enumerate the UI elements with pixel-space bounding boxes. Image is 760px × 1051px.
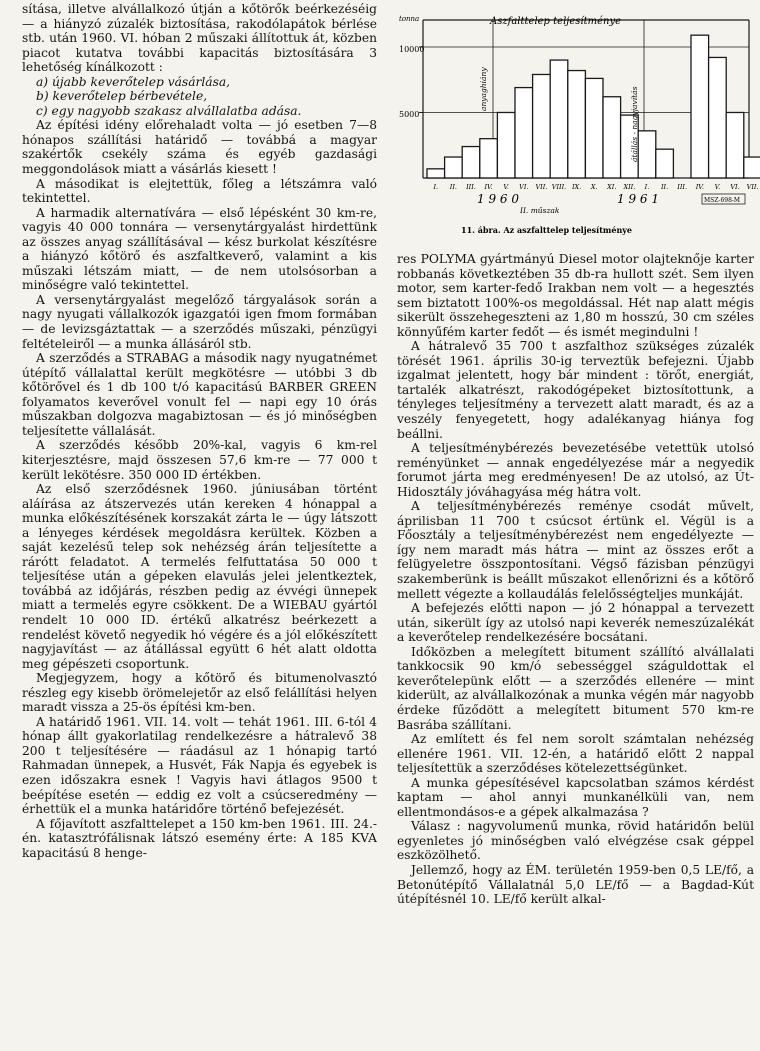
paragraph: c) egy nagyobb szakasz alvállalatba adása.	[36, 103, 302, 118]
x-tick-label: XII.	[623, 183, 636, 191]
x-tick-label: V.	[714, 183, 721, 191]
bar-4	[480, 139, 498, 178]
year-label-1961: 1 9 6 1	[617, 192, 659, 206]
year-label-1960: 1 9 6 0	[477, 192, 519, 206]
bar-14	[656, 149, 674, 178]
paragraph: Időközben a melegített bitument szállító alvállalati tankkocsik 90 km/ó sebességgel száguldottak el keverőtelepünk előtt — a szerződés ellenére — mint kiderült, az alvállalkozónak a munka végén már nagyobb érdeke fűződött a melegített bitument 570 km-re Basrába szállítani.	[397, 644, 754, 732]
paragraph: A határidő 1961. VII. 14. volt — tehát 1961. III. 6-tól 4 hónap állt gyakorlatilag rendelkezésre a hátralevő 38 200 t teljesítésére — ráadásul az 1 hónapig tartó Rahmadan ünnepek, a Husvét, Fák Napja és egyebek is ezen időszakra esnek ! Vagyis havi átlagos 9500 t beépítése esetén — eddig ez volt a csúcseredmény — érhettük el a munka határidőre történő befejezését.	[22, 714, 377, 817]
paragraph: A versenytárgyalást megelőző tárgyalások során a nagy nyugati vállalkozók igazgatói igen fmom formában — de levizsgáztattak — a szerződés műszaki, pénzügyi feltételeiről — a munka állásáról stb.	[22, 292, 377, 351]
x-tick-label: VI.	[519, 183, 529, 191]
paragraph: A teljesítménybérezés reménye csodát művelt, áprilisban 11 700 t csúcsot értünk el. Végül is a Főosztály a teljesítménybérezést nem engedélyezte — így nem maradt más hátra — mint az összes erőt a felügyeletre összpontosítani. Végső fázisban pénzügyi szakemberünk is beállt műszakot ellenőrizni és a kőtörő mellett végezte a kollaudálás felelősségteljes munkáját.	[397, 499, 754, 601]
right-column	[397, 252, 754, 907]
paragraph: A teljesítménybérezés bevezetésébe vetettük utolsó reményünket — annak engedélyezése már a negyedik forumot járta meg eredményesen! De az utolsó, az Út-Hidosztály jóváhagyása még hátra volt.	[397, 441, 754, 499]
paragraph: A hátralevő 35 700 t aszfalthoz szükséges zúzalék törését 1961. április 30-ig terveztük befejezni. Újabb izgalmat jelentett, hogy bár mindent : törőt, energiát, tartalék alkatrészt, rakodógépeket biztosítottunk, a tényleges teljesítmény a tervezett alatt maradt, és az a veszély fenyegetett, hogy adalékanyag hiánya fog beállni.	[397, 339, 754, 441]
y-unit-label: tonna	[399, 15, 420, 23]
paragraph: A szerződés a STRABAG a második nagy nyugatnémet útépítő vállalattal került megkötésre — utóbbi 3 db kőtörővel és 1 db 100 t/ó kapacitású BARBER GREEN folyamatos keverővel vonult fel — napi egy 10 órás műszakban dolgozva magabiztosan — és jó minőségben teljesítette vállalását.	[22, 351, 377, 438]
figure	[397, 0, 759, 248]
annotation-shift: II. műszak	[520, 206, 560, 215]
paragraph: Megjegyzem, hogy a kőtörő és bitumenolvasztó részleg egy kisebb örömelejetőr az első felállítási helyen maradt vissza a 25-ös építési km-ben.	[22, 671, 377, 715]
bar-16	[691, 35, 709, 178]
paragraph: Az első szerződésnek 1960. júniusában történt aláírása az átszervezés után kereken 4 hónappal a munka előkészítésének korszakát zárta le — úgy látszott a lényeges kérdések megoldásra kerültek. Közben a saját kezelésű telep sok nehézség árán teljesítette a rárótt feladatot. A termelés felfuttatása 50 000 t teljesítése után a gépeken elavulás jelei jelentkeztek, továbbá az időjárás, részben pedig az évvégi ünnepek miatt a termelés egyre csökkent. De a WIEBAU gyártól rendelt 10 000 ID. értékű alkatrész beérkezett a rendelést követő negyedik hó végére és a jól előkészített nagyjavítást — az átállással együtt 6 hét alatt oldotta meg gépészeti csoportunk.	[22, 482, 377, 671]
bar-17	[709, 57, 727, 178]
bar-9	[568, 71, 586, 178]
paragraph: A befejezés előtti napon — jó 2 hónappal a tervezett után, sikerült így az utolsó napi keverék nemeszúzalékát a keverőtelep rendelkezésére bocsátani.	[397, 601, 754, 645]
bar-13	[638, 131, 656, 178]
paragraph: A szerződés később 20%-kal, vagyis 6 km-rel kiterjesztésre, majd összesen 57,6 km-re — 77 000 t került lekötésre. 350 000 ID értékben.	[22, 438, 377, 482]
bar-1	[427, 169, 445, 178]
paragraph: A munka gépesítésével kapcsolatban számos kérdést kaptam — ahol annyi munkanélküli van, nem ellentmondásos-e a gépek alkalmazása ?	[397, 775, 754, 819]
paragraph: res POLYMA gyártmányú Diesel motor olajteknője karter robbanás következtében 35 db-ra hullott szét. Sem ilyen motor, sem karter-fedő Irakban nem volt — a hegesztés sem biztatott 100%-os megoldással. Hét nap alatt mégis sikerült összehegeszteni az 1,80 m hosszú, 30 cm széles könnyűfém karter fedőt — és ismét megindulni !	[397, 252, 754, 339]
bar-11	[603, 97, 621, 178]
x-tick-label: XI.	[607, 183, 617, 191]
bar-18	[726, 112, 744, 178]
figure-caption: 11. ábra. Az aszfalttelep teljesítménye	[461, 225, 633, 235]
paragraph: Válasz : nagyvolumenű munka, rövid határidőn belül egyenletes jó minőségben való elvégzése csak géppel eszközölhető.	[397, 819, 754, 863]
y-tick-label-10000: 10000	[399, 45, 425, 54]
performance-chart	[397, 0, 759, 248]
x-tick-label: IV.	[484, 183, 493, 191]
x-tick-label: VI.	[730, 183, 740, 191]
left-column	[22, 2, 377, 860]
annotation-atallas: átállás - nagyjavítás	[630, 86, 639, 162]
x-tick-labels	[432, 183, 758, 191]
bar-5	[497, 112, 515, 178]
bar-19	[744, 157, 760, 178]
x-tick-label: IV.	[695, 183, 704, 191]
paragraph: A főjavított aszfalttelepet a 150 km-ben 1961. III. 24.-én. katasztrófálisnak látszó esemény érte: A 185 KVA kapacitású 8 henge-	[22, 816, 377, 860]
bar-8	[550, 60, 568, 178]
x-tick-label: II.	[449, 183, 458, 191]
x-tick-label: VIII.	[551, 183, 567, 191]
paragraph: Az említett és fel nem sorolt számtalan nehézség ellenére 1961. VII. 12-én, a határidő előtt 2 nappal teljesítettük a szerződéses kötelezettségünket.	[397, 732, 754, 776]
x-tick-label: III.	[677, 183, 688, 191]
x-tick-label: II.	[660, 183, 669, 191]
y-tick-label-5000: 5000	[399, 110, 420, 119]
paragraph: a) újabb keverőtelep vásárlása,	[36, 74, 231, 89]
bar-7	[533, 74, 551, 178]
chart-bars	[427, 35, 760, 178]
chart-title: Aszfalttelep teljesítménye	[490, 16, 622, 27]
bar-2	[445, 157, 463, 178]
x-tick-label: VII.	[535, 183, 548, 191]
paragraph: A másodikat is elejtettük, főleg a létszámra való tekintettel.	[22, 176, 377, 206]
paragraph: Az építési idény előrehaladt volta — jó esetben 7—8 hónapos szállítási határidő — továbbá a magyar szakértők csekély száma és egyéb gazdasági meggondolások miatt a vásárlás kiesett !	[22, 118, 377, 177]
x-tick-label: IX.	[571, 183, 582, 191]
paragraph: Jellemző, hogy az ÉM. területén 1959-ben 0,5 LE/fő, a Betonútépítő Vállalatnál 5,0 LE/fő — a Bagdad-Kút útépítésnél 10. LE/fő került alkal-	[397, 862, 754, 907]
paragraph: sítása, illetve alvállalkozó útján a kőtörők beérkezéséig — a hiányzó zúzalék biztosítása, rakodólapátok bérlése stb. után 1960. VI. hóban 2 műszaki állítottuk át, közben piacot kutatva további kapacitás biztosítására 3 lehetőség kínálkozott :	[22, 2, 377, 75]
x-tick-label: X.	[590, 183, 598, 191]
bar-3	[462, 147, 480, 178]
ref-code: MSZ-698-M	[704, 197, 741, 204]
paragraph: b) keverőtelep bérbevétele,	[36, 89, 208, 104]
x-tick-label: VII.	[746, 183, 759, 191]
x-tick-label: III.	[466, 183, 476, 191]
bar-10	[585, 78, 603, 178]
x-tick-label: I.	[433, 183, 439, 191]
x-tick-label: V.	[503, 183, 510, 191]
x-tick-label: I.	[644, 183, 650, 191]
bar-6	[515, 88, 533, 178]
paragraph: A harmadik alternatívára — első lépésként 30 km-re, vagyis 40 000 tonnára — versenytárgyalást hirdettünk az összes anyag szállításával — kész burkolat készítésre a hiányzó kőtörő és aszfaltkeverő, valamint a kis műszaki létszám miatt, — de nem utolsósorban a minőségre való tekintettel.	[22, 205, 377, 293]
annotation-anyaghiany: anyaghiány	[479, 67, 488, 111]
